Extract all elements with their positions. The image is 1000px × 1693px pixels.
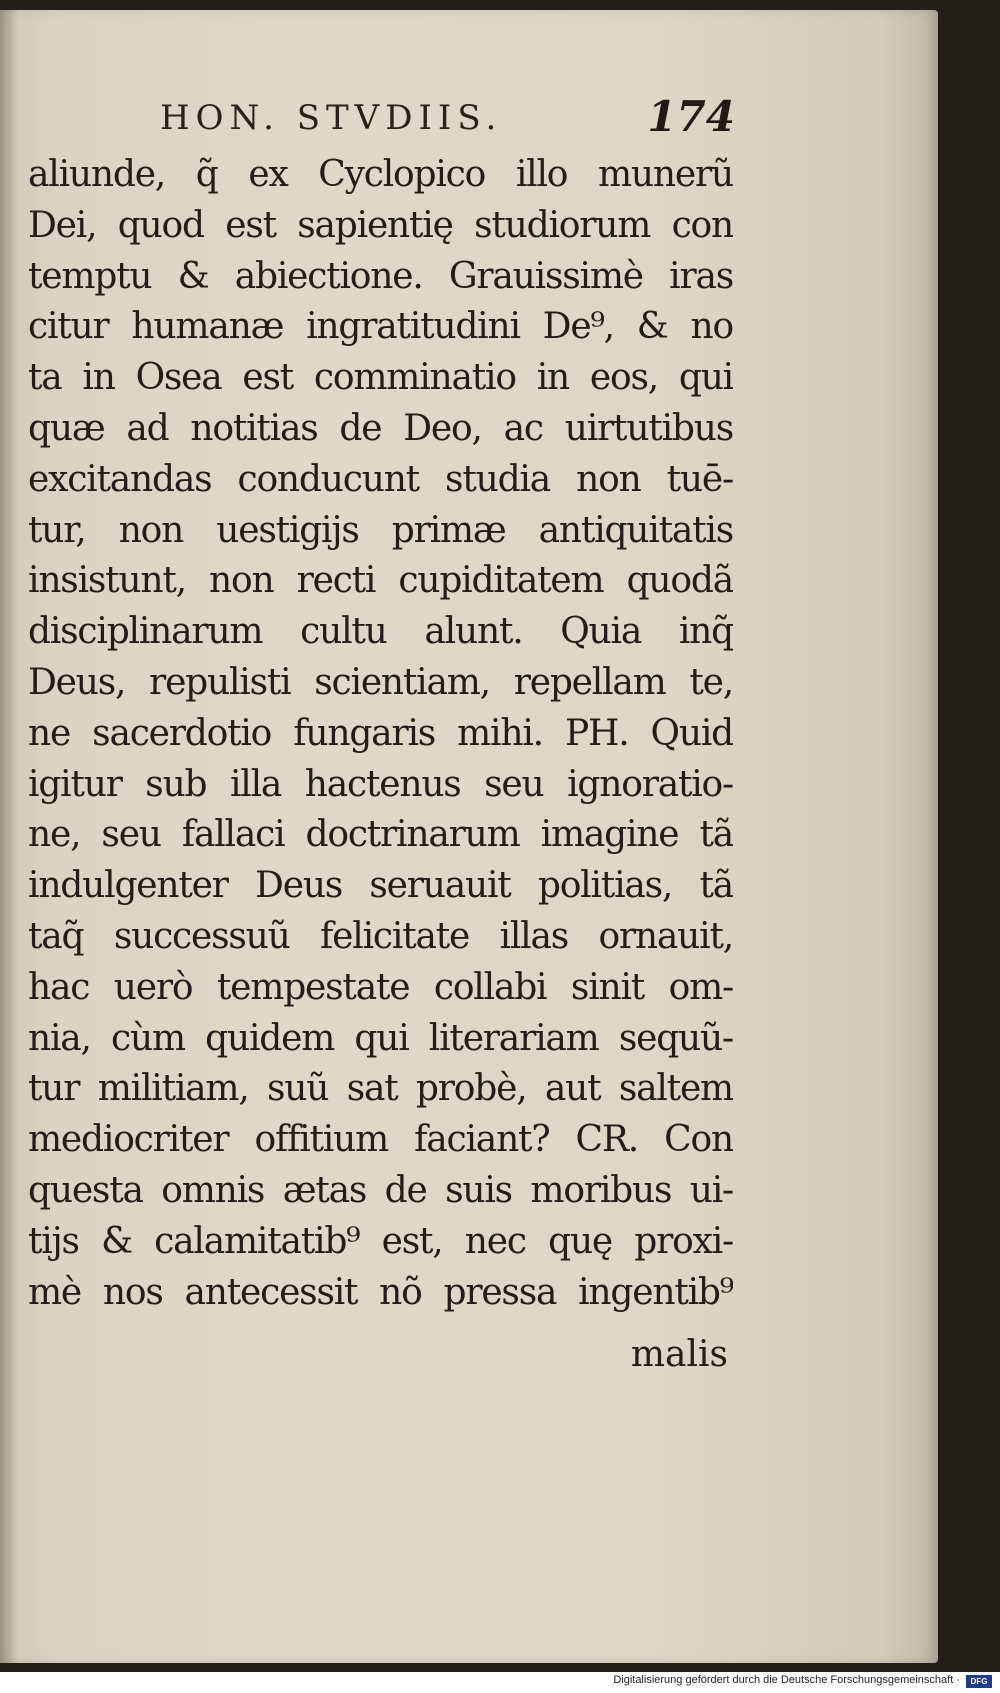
text-line: nia, cùm quidem qui literariam sequũ- (28, 1017, 733, 1059)
page-header (160, 92, 735, 148)
text-line: tur militiam, suũ sat probè, aut saltem (28, 1068, 733, 1110)
text-line: questa omnis ætas de suis moribus ui- (28, 1169, 733, 1211)
text-line: ne sacerdotio fungaris mihi. PH. Quid (28, 712, 733, 754)
text-line: Dei, quod est sapientię studiorum con (28, 204, 733, 246)
funding-credit: Digitalisierung gefördert durch die Deutsche Forschungsgemeinschaft · (613, 1674, 960, 1686)
text-line: aliunde, q̃ ex Cyclopico illo munerũ (28, 154, 733, 195)
digitization-footer (0, 1672, 1000, 1693)
text-line: quæ ad notitias de Deo, ac uirtutibus (28, 407, 733, 449)
text-line: Deus, repulisti scientiam, repellam te, (28, 661, 733, 703)
running-head: HON. STVDIIS. (160, 98, 503, 138)
body-text (28, 150, 733, 1318)
text-line: citur humanæ ingratitudini De⁹, & no (28, 306, 733, 348)
book-page (0, 10, 938, 1663)
text-line: tijs & calamitatib⁹ est, nec quę proxi- (28, 1220, 733, 1262)
text-line: igitur sub illa hactenus seu ignoratio- (28, 763, 733, 805)
text-line: disciplinarum cultu alunt. Quia inq̃ (28, 611, 733, 653)
text-line: taq̃ successuũ felicitate illas ornauit, (28, 915, 733, 957)
text-line: tur, non uestigijs primæ antiquitatis (28, 509, 733, 551)
text-line: hac uerò tempestate collabi sinit om- (28, 966, 733, 1008)
text-line: excitandas conducunt studia non tuē- (28, 458, 733, 500)
text-line: ne, seu fallaci doctrinarum imagine tã (28, 814, 733, 856)
text-line: ta in Osea est comminatio in eos, qui (28, 357, 733, 399)
text-line: indulgenter Deus seruauit politias, tã (28, 865, 733, 907)
text-line: temptu & abiectione. Grauissimè iras (28, 255, 733, 297)
text-line: mediocriter offitium faciant? CR. Con (28, 1119, 733, 1161)
dfg-logo-icon: DFG (966, 1675, 992, 1688)
text-line: insistunt, non recti cupiditatem quodã (28, 560, 733, 602)
page-number: 174 (647, 92, 735, 141)
text-line: mè nos antecessit nõ pressa ingentib⁹ (28, 1271, 733, 1313)
catchword: malis (630, 1334, 728, 1375)
